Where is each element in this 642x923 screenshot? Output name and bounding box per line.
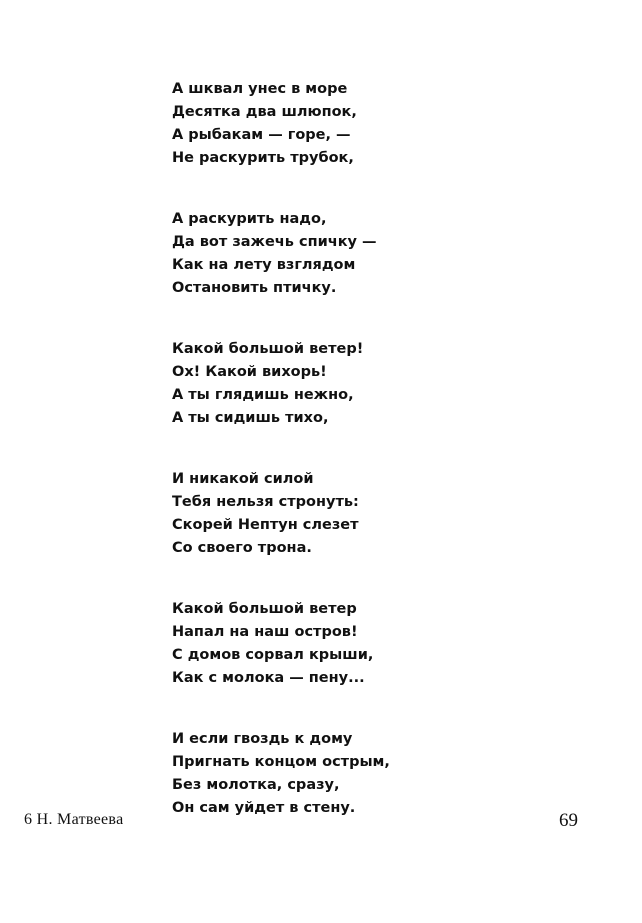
poem-line: Без молотка, сразу, <box>172 777 340 793</box>
poem-text <box>172 78 592 858</box>
stanza-2 <box>172 208 592 300</box>
poem-line: Какой большой ветер! <box>172 341 364 357</box>
poem-line: А ты сидишь тихо, <box>172 410 329 426</box>
poem-line: И если гвоздь к дому <box>172 731 353 747</box>
poem-line: Не раскурить трубок, <box>172 150 354 166</box>
poem-line: А шквал унес в море <box>172 81 348 97</box>
poem-line: Напал на наш остров! <box>172 624 358 640</box>
poem-line: Остановить птичку. <box>172 280 337 296</box>
stanza-4 <box>172 468 592 560</box>
poem-line: Как на лету взглядом <box>172 257 356 273</box>
poem-line: Ох! Какой вихорь! <box>172 364 327 380</box>
poem-line: Тебя нельзя стронуть: <box>172 494 359 510</box>
poem-line: Да вот зажечь спичку — <box>172 234 377 250</box>
stanza-1 <box>172 78 592 170</box>
poem-line: Он сам уйдет в стену. <box>172 800 356 816</box>
poem-line: Какой большой ветер <box>172 601 357 617</box>
poem-line: И никакой силой <box>172 471 314 487</box>
poem-line: Скорей Нептун слезет <box>172 517 359 533</box>
poem-line: А раскурить надо, <box>172 211 327 227</box>
poem-line: Десятка два шлюпок, <box>172 104 357 120</box>
stanza-3 <box>172 338 592 430</box>
poem-line: Со своего трона. <box>172 540 312 556</box>
poem-line: Пригнать концом острым, <box>172 754 390 770</box>
page-number: 69 <box>559 810 578 831</box>
stanza-6 <box>172 728 592 820</box>
stanza-5 <box>172 598 592 690</box>
footer-signature: 6 Н. Матвеева <box>24 811 124 828</box>
poem-line: А ты глядишь нежно, <box>172 387 354 403</box>
poem-line: С домов сорвал крыши, <box>172 647 374 663</box>
poem-line: Как с молока — пену... <box>172 670 365 686</box>
poem-line: А рыбакам — горе, — <box>172 127 351 143</box>
